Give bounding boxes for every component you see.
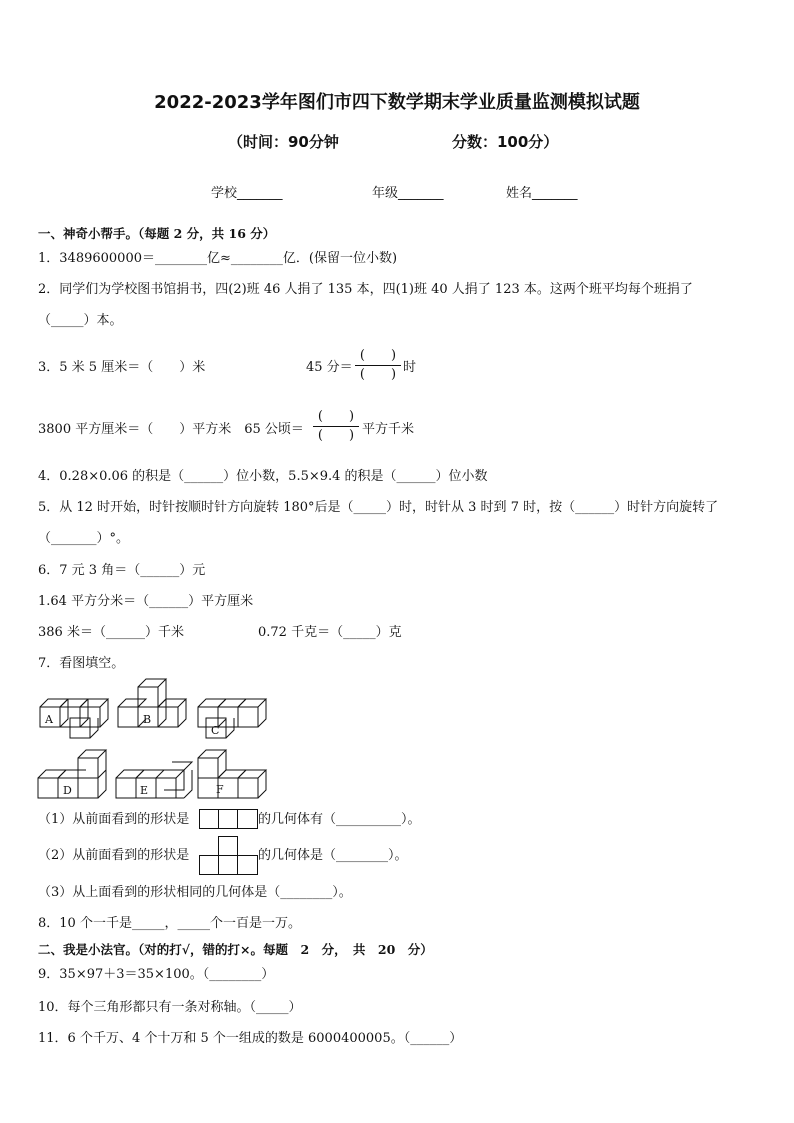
question-6-line-2: 1.64 平方分米＝（______）平方厘米 [38,594,254,609]
three-square-strip [199,809,258,829]
question-7-2-start: （2）从前面看到的形状是 [38,848,190,863]
question-3a-left: 3．5 米 5 厘米＝（ ）米 [38,360,206,375]
question-6-line-4: 0.72 千克＝（_____）克 [258,625,402,640]
figure-label-b: B [143,713,152,726]
exam-time: （时间：90分钟 [228,133,339,151]
figure-e [116,762,192,798]
question-3a-unit: 时 [403,360,417,375]
figure-a [40,699,108,738]
question-4: 4．0.28×0.06 的积是（______）位小数，5.5×9.4 的积是（______）位小数 [38,469,488,484]
question-1: 1．3489600000＝________亿≈________亿．(保留一位小数) [38,251,398,266]
fraction-denominator[interactable]: ( ) [317,428,355,443]
cube-figures [30,676,280,806]
fraction-denominator[interactable]: ( ) [359,367,397,382]
figure-c [198,699,266,738]
figure-d [38,750,106,798]
grade-field[interactable]: 年级_______ [372,186,444,201]
name-field[interactable]: 姓名_______ [506,186,578,201]
figure-label-a: A [45,713,53,726]
fraction-hours [355,348,401,383]
question-11: 11．6 个千万、4 个十万和 5 个一组成的数是 6000400005。（______） [38,1031,463,1046]
question-7-1-start: （1）从前面看到的形状是 [38,812,190,827]
figure-f [198,750,266,798]
question-6-line-3: 386 米＝（______）千米 [38,625,184,640]
question-3a-right: 45 分＝ [306,360,353,375]
question-7: 7．看图填空。 [38,656,125,671]
question-3b-left: 3800 平方厘米＝（ ）平方米 65 公顷＝ [38,422,304,437]
exam-score: 分数：100分） [452,133,559,151]
question-3b-unit: 平方千米 [362,422,415,437]
t-shape-view [199,835,259,877]
fraction-square-km [313,409,359,444]
figure-label-c: C [211,724,220,737]
fraction-numerator[interactable]: ( ) [359,348,397,363]
question-2-line-2: （_____）本。 [38,313,123,328]
question-5-line-2: （_______）°。 [38,531,130,546]
question-9: 9．35×97＋3＝35×100。（________） [38,967,275,982]
question-6-line-1: 6．7 元 3 角＝（______）元 [38,563,206,578]
question-10: 10．每个三角形都只有一条对称轴。（_____） [38,1000,302,1015]
figure-label-f: F [216,783,224,796]
fraction-numerator[interactable]: ( ) [317,409,355,424]
section-2-heading: 二、我是小法官。（对的打√，错的打×。每题 2 分， 共 20 分） [38,942,433,957]
fraction-bar [355,365,401,366]
question-7-1-end: 的几何体有（__________）。 [258,812,421,827]
section-1-heading: 一、神奇小帮手。（每题 2 分，共 16 分） [38,226,276,241]
figure-label-d: D [63,784,72,797]
school-field[interactable]: 学校_______ [211,186,283,201]
question-5-line-1: 5．从 12 时开始，时针按顺时针方向旋转 180°后是（_____）时，时针从 3 时到 7 时，按（______）时针方向旋转了 [38,500,719,515]
question-8: 8．10 个一千是_____，_____个一百是一万。 [38,916,301,931]
question-7-2-end: 的几何体是（________）。 [258,848,408,863]
figure-b [118,679,186,727]
question-7-3: （3）从上面看到的形状相同的几何体是（________）。 [38,885,352,900]
exam-title: 2022-2023学年图们市四下数学期末学业质量监测模拟试题 [154,92,640,113]
figure-label-e: E [140,784,149,797]
question-2-line-1: 2．同学们为学校图书馆捐书，四(2)班 46 人捐了 135 本，四(1)班 40 人捐了 123 本。这两个班平均每个班捐了 [38,282,693,297]
fraction-bar [313,426,359,427]
